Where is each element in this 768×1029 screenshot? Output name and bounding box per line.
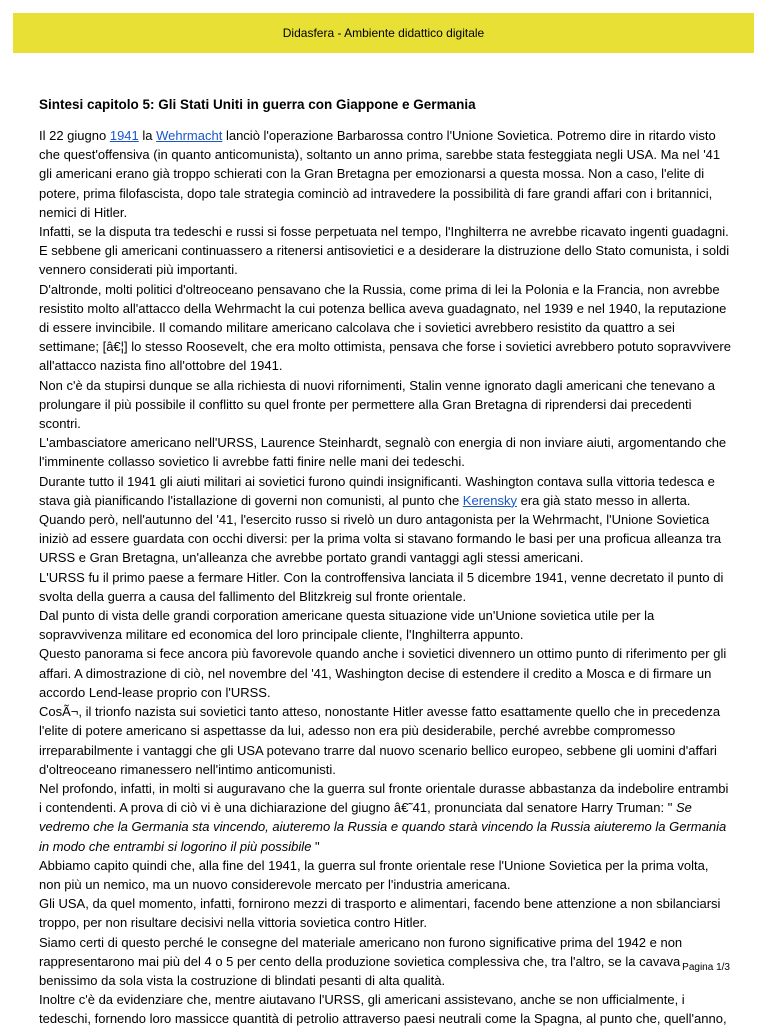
link-kerensky[interactable]: Kerensky — [462, 492, 517, 508]
paragraph-8: L'URSS fu il primo paese a fermare Hitler. Con la controffensiva lanciata il 5 dicembre 1941, venne decretato il punto di svolta della guerra a causa del fallimento del Blitzkreig sul fronte orientale. — [39, 569, 724, 604]
document-content — [39, 96, 731, 1029]
site-banner-title: Didasfera - Ambiente didattico digitale — [282, 26, 485, 40]
document-body — [39, 126, 731, 1029]
link-wehrmacht[interactable]: Wehrmacht — [156, 128, 223, 143]
document-title: Sintesi capitolo 5: Gli Stati Uniti in guerra con Giappone e Germania — [39, 97, 476, 112]
paragraph-12: Nel profondo, infatti, in molti si auguravano che la guerra sul fronte orientale durasse abbastanza da indebolire entrambi i contendenti. A prova di ciò vi è una dichiarazione del giugno â€˜41, pronunciata dal senatore Harry Truman: " Se vedremo che la Germania sta vincendo, aiuteremo la Russia e quando starà vincendo la Russia aiuteremo la Germania in modo che entrambi si logorino il più possibile " — [39, 780, 729, 854]
site-banner — [13, 13, 754, 53]
paragraph-6: Durante tutto il 1941 gli aiuti militari ai sovietici furono quindi insignificanti. Washington contava sulla vittoria tedesca e stava già pianificando l'istallazione di governi non comunisti, al punto che Kerensky era già stato messo in allerta. — [39, 473, 715, 508]
paragraph-15: Siamo certi di questo perché le consegne del materiale americano non furono significative prima del 1942 e non rappresentarono mai più del 4 o 5 per cento della produzione sovietica complessiva che, tra l'altro, se la cavava benissimo da sola vista la costruzione di blindati pesanti di alta qualità. — [39, 934, 683, 988]
paragraph-5: L'ambasciatore americano nell'URSS, Laurence Steinhardt, segnalò con energia di non inviare aiuti, argomentando che l'imminente collasso sovietico li avrebbe fatti finire nelle mani dei tedeschi. — [39, 435, 727, 470]
truman-quote: Se vedremo che la Germania sta vincendo, aiuteremo la Russia e quando starà vincendo la Russia aiuteremo la Germania in modo che entrambi si logorino il più possibile — [39, 800, 727, 854]
paragraph-4: Non c'è da stupirsi dunque se alla richiesta di nuovi rifornimenti, Stalin venne ignorato dagli americani che tenevano a prolungare il più possibile il conflitto su quel fronte per permettere alla Gran Bretagna di riprendersi dai precedenti scontri. — [39, 377, 715, 432]
paragraph-1: Il 22 giugno 1941 la Wehrmacht lanciò l'operazione Barbarossa contro l'Unione Sovietica. Potremo dire in ritardo visto che quest'offensiva (in quanto anticomunista), soltanto un anno prima, sarebbe stata festeggiata negli USA. Ma nel '41 gli americani erano già troppo schierati con la Gran Bretagna per emozionarsi a questa mossa. Non a caso, l'elite di potere, prima filofascista, dopo tale strategia cominciò ad intravedere la possibilità di fare grandi affari con i britannici, nemici di Hitler. — [39, 128, 721, 220]
link-1941[interactable]: 1941 — [109, 128, 139, 143]
paragraph-7: Quando però, nell'autunno del '41, l'esercito russo si rivelò un duro antagonista per la Wehrmacht, l'Unione Sovietica iniziò ad essere guardata con occhi diversi: per la prima volta si stavano formando le basi per una proficua alleanza tra URSS e Gran Bretagna, un'alleanza che avrebbe portato grandi vantaggi agli stessi americani. — [39, 512, 722, 566]
paragraph-10: Questo panorama si fece ancora più favorevole quando anche i sovietici divennero un ottimo punto di riferimento per gli affari. A dimostrazione di ciò, nel novembre del '41, Washington decise di estendere il credito a Mosca e di firmare un accordo Lend-lease proprio con l'URSS. — [39, 646, 727, 700]
paragraph-9: Dal punto di vista delle grandi corporation americane questa situazione vide un'Unione sovietica utile per la sopravvivenza militare ed economica del loro principale cliente, l'Inghilterra appunto. — [39, 608, 655, 643]
paragraph-16: Inoltre c'è da evidenziare che, mentre aiutavano l'URSS, gli americani assistevano, anche se non ufficialmente, i tedeschi, fornendo loro massicce quantità di petrolio attraverso paesi neutrali come la Spagna, al punto che, quell'anno, — [39, 992, 727, 1027]
page-number: Pagina 1/3 — [682, 962, 730, 973]
paragraph-14: Gli USA, da quel momento, infatti, fornirono mezzi di trasporto e alimentari, facendo bene attenzione a non sbilanciarsi troppo, per non risultare decisivi nella vittoria sovietica contro Hitler. — [39, 896, 721, 931]
paragraph-13: Abbiamo capito quindi che, alla fine del 1941, la guerra sul fronte orientale rese l'Unione Sovietica per la prima volta, non più un nemico, ma un nuovo considerevole mercato per l'industria americana. — [39, 857, 709, 892]
paragraph-11: CosÃ¬, il trionfo nazista sui sovietici tanto atteso, nonostante Hitler avesse fatto esattamente quello che in precedenza l'elite di potere americano si aspettasse da lui, adesso non era più desiderabile, perché avrebbe compromesso irreparabilmente i vantaggi che gli USA potevano trarre dal nuovo scenario bellico europeo, sebbene gli uomini d'affari d'oltreoceano rimanessero nell'intimo anticomunisti. — [39, 704, 721, 777]
paragraph-2: Infatti, se la disputa tra tedeschi e russi si fosse perpetuata nel tempo, l'Inghilterra ne avrebbe ricavato ingenti guadagni. E sebbene gli americani continuassero a ritenersi antisovietici e a desiderare la distruzione dello Stato comunista, i soldi vennero considerati più importanti. — [39, 224, 730, 278]
paragraph-3: D'altronde, molti politici d'oltreoceano pensavano che la Russia, come prima di lei la Polonia e la Francia, non avrebbe resistito molto all'attacco della Wehrmacht la cui potenza bellica aveva guadagnato, nel 1939 e nel 1940, la reputazione di essere invincibile. Il comando militare americano calcolava che i sovietici avrebbero resistito da quattro a sei settimane; [â€¦] lo stesso Roosevelt, che era molto ottimista, pensava che forse i sovietici avrebbero potuto sopravvivere all'attacco nazista fino all'ottobre del 1941. — [39, 281, 731, 374]
